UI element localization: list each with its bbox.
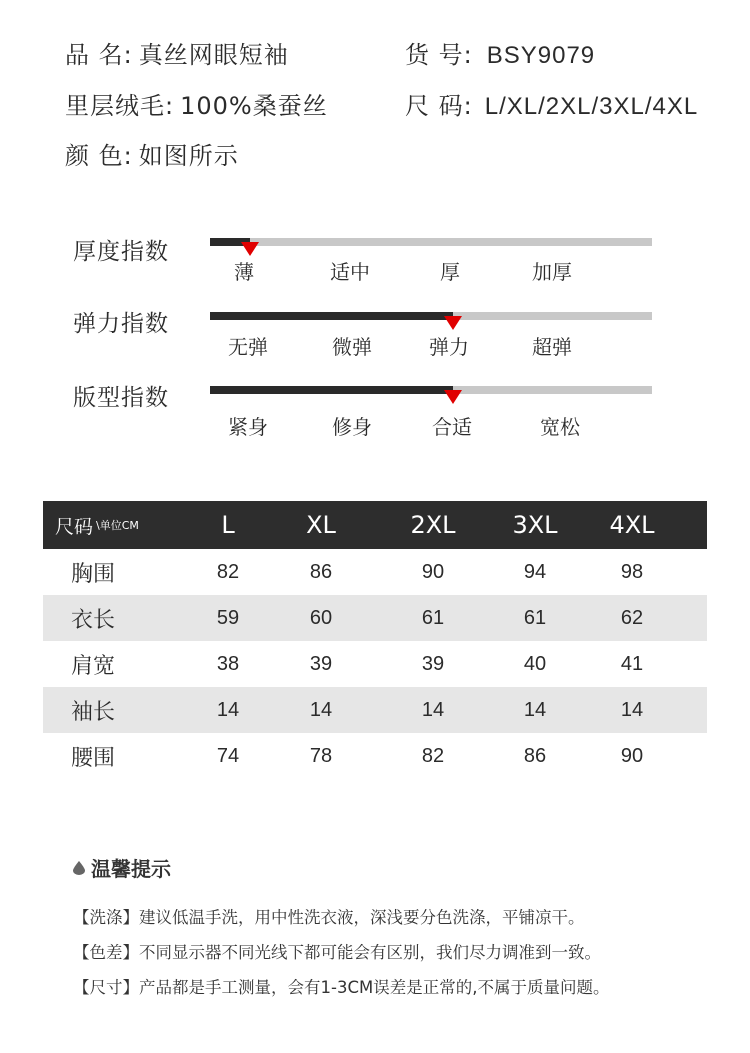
- table-row: [43, 641, 707, 687]
- table-header-size: L: [221, 511, 235, 539]
- index-marker: [241, 242, 259, 256]
- info-name-label: 品 名:: [65, 41, 133, 69]
- row-value: 61: [523, 606, 547, 629]
- info-lining-value: 100%桑蚕丝: [180, 92, 328, 120]
- info-size: [405, 86, 698, 121]
- table-header-size: 2XL: [410, 511, 456, 539]
- size-table: [43, 501, 707, 779]
- row-value: 14: [620, 698, 644, 721]
- row-value: 14: [523, 698, 547, 721]
- table-row: [43, 549, 707, 595]
- index-option: 宽松: [540, 415, 580, 439]
- index-track: [210, 238, 652, 246]
- row-value: 90: [421, 560, 445, 583]
- info-color-value: 如图所示: [138, 142, 239, 170]
- row-value: 39: [421, 652, 445, 675]
- index-title: 版型指数: [73, 385, 169, 411]
- row-value: 90: [620, 744, 644, 767]
- row-value: 41: [620, 652, 644, 675]
- row-value: 14: [216, 698, 240, 721]
- row-value: 82: [421, 744, 445, 767]
- index-option: 适中: [330, 260, 370, 284]
- tips-title: 温馨提示: [91, 857, 171, 881]
- index-track: [210, 386, 652, 394]
- row-value: 78: [309, 744, 333, 767]
- table-header: [43, 501, 707, 549]
- info-color: [65, 136, 239, 171]
- row-value: 39: [309, 652, 333, 675]
- index-option: 紧身: [228, 415, 268, 439]
- index-fill: [210, 386, 453, 394]
- index-option: 加厚: [532, 260, 572, 284]
- index-title: 弹力指数: [73, 311, 169, 337]
- index-track: [210, 312, 652, 320]
- info-color-label: 颜 色:: [65, 142, 133, 170]
- row-value: 94: [523, 560, 547, 583]
- row-value: 14: [309, 698, 333, 721]
- info-size-label: 尺 码:: [405, 92, 473, 120]
- table-header-size: XL: [306, 511, 336, 539]
- info-item-no: [405, 35, 595, 70]
- table-row: [43, 595, 707, 641]
- table-header-title: 尺码: [55, 515, 94, 538]
- tip-color-diff: 【色差】不同显示器不同光线下都可能会有区别，我们尽力调准到一致。: [73, 943, 601, 962]
- index-option: 弹力: [429, 335, 469, 359]
- row-label: 胸围: [71, 561, 116, 587]
- index-title: 厚度指数: [73, 239, 169, 265]
- row-value: 61: [421, 606, 445, 629]
- index-option: 微弹: [332, 335, 372, 359]
- info-size-value: L/XL/2XL/3XL/4XL: [484, 93, 699, 120]
- row-value: 14: [421, 698, 445, 721]
- water-drop-icon: [73, 861, 85, 875]
- table-header-size: 3XL: [512, 511, 558, 539]
- index-option: 合适: [432, 415, 472, 439]
- row-value: 74: [216, 744, 240, 767]
- row-label: 腰围: [71, 745, 116, 771]
- info-lining: [65, 86, 328, 121]
- row-label: 袖长: [71, 699, 116, 725]
- index-option: 超弹: [532, 335, 572, 359]
- info-lining-label: 里层绒毛:: [65, 92, 175, 120]
- row-value: 82: [216, 560, 240, 583]
- index-fill: [210, 312, 453, 320]
- index-option: 无弹: [228, 335, 268, 359]
- table-header-unit: \单位CM: [96, 519, 139, 532]
- row-value: 62: [620, 606, 644, 629]
- info-item-no-value: BSY9079: [486, 42, 596, 69]
- row-value: 86: [523, 744, 547, 767]
- table-row: [43, 687, 707, 733]
- index-option: 薄: [234, 260, 254, 284]
- index-option: 厚: [440, 260, 460, 284]
- row-label: 衣长: [71, 607, 116, 633]
- row-value: 86: [309, 560, 333, 583]
- row-value: 59: [216, 606, 240, 629]
- tip-size: 【尺寸】产品都是手工测量，会有1-3CM误差是正常的,不属于质量问题。: [73, 978, 610, 997]
- table-header-label: [55, 501, 139, 549]
- row-value: 40: [523, 652, 547, 675]
- tips-heading: [73, 853, 171, 882]
- info-name: [65, 35, 289, 70]
- row-value: 38: [216, 652, 240, 675]
- row-value: 98: [620, 560, 644, 583]
- info-item-no-label: 货 号:: [405, 41, 473, 69]
- index-marker: [444, 390, 462, 404]
- row-value: 60: [309, 606, 333, 629]
- row-label: 肩宽: [71, 653, 116, 679]
- index-marker: [444, 316, 462, 330]
- table-row: [43, 733, 707, 779]
- tip-wash: 【洗涤】建议低温手洗，用中性洗衣液，深浅要分色洗涤，平铺凉干。: [73, 908, 585, 927]
- table-header-size: 4XL: [609, 511, 655, 539]
- info-name-value: 真丝网眼短袖: [138, 41, 289, 69]
- index-option: 修身: [332, 415, 372, 439]
